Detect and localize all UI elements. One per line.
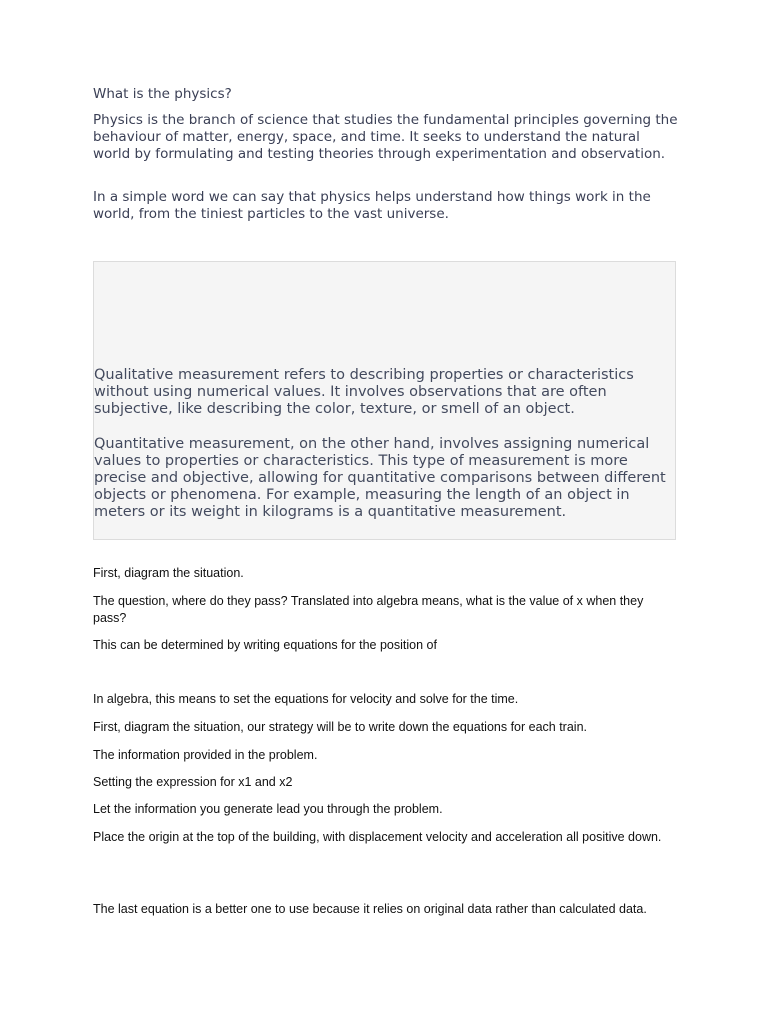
qualitative-paragraph: Qualitative measurement refers to describing properties or characteristics without using numerical values. It involves observations that are often subjective, like describing the color, texture, or smell of an object. [94, 367, 634, 417]
body-line: The last equation is a better one to use because it relies on original data rather than calculated data. [93, 902, 647, 916]
body-line: First, diagram the situation, our strategy will be to write down the equations for each train. [93, 720, 587, 734]
body-line: First, diagram the situation. [93, 566, 244, 580]
body-line: The question, where do they pass? Translated into algebra means, what is the value of x when they pass? [93, 594, 644, 625]
body-line: Let the information you generate lead you through the problem. [93, 802, 443, 816]
body-line: Place the origin at the top of the building, with displacement velocity and acceleration all positive down. [93, 830, 662, 844]
body-line: This can be determined by writing equations for the position of [93, 638, 437, 652]
shaded-text-box [93, 261, 676, 540]
document-heading: What is the physics? [93, 86, 232, 102]
quantitative-paragraph: Quantitative measurement, on the other hand, involves assigning numerical values to properties or characteristics. This type of measurement is more precise and objective, allowing for quantitative comparisons between different objects or phenomena. For example, measuring the length of an object in meters or its weight in kilograms is a quantitative measurement. [94, 436, 666, 520]
body-line: The information provided in the problem. [93, 748, 318, 762]
body-line: In algebra, this means to set the equations for velocity and solve for the time. [93, 692, 519, 706]
intro-paragraph-definition: Physics is the branch of science that studies the fundamental principles governing the behaviour of matter, energy, space, and time. It seeks to understand the natural world by formulating and testing theories through experimentation and observation. [93, 112, 678, 162]
intro-paragraph-simple: In a simple word we can say that physics helps understand how things work in the world, from the tiniest particles to the vast universe. [93, 189, 651, 222]
body-line: Setting the expression for x1 and x2 [93, 775, 293, 789]
